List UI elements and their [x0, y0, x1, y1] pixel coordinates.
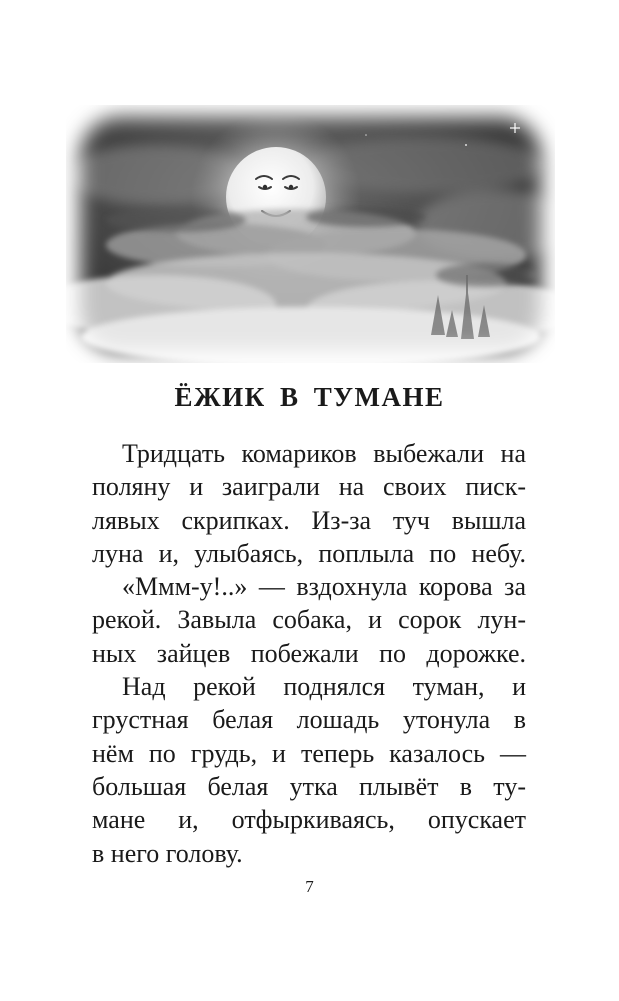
moon-in-clouds-illustration	[66, 105, 555, 363]
text-line: в него голову.	[92, 838, 243, 868]
text-line: рекой. Завыла собака, и сорок лун-	[92, 605, 526, 635]
chapter-title: ЁЖИК В ТУМАНЕ	[174, 382, 445, 412]
text-line: грустная белая лошадь утонула в	[92, 705, 526, 735]
text-line: ных зайцев побежали по дорожке.	[92, 638, 526, 668]
paragraph	[92, 437, 526, 570]
paragraph	[92, 570, 526, 670]
page-number: 7	[305, 877, 314, 896]
text-line: «Ммм-у!..» — вздохнула корова за	[122, 572, 526, 602]
text-line: лявых скрипках. Из-за туч вышла	[92, 505, 526, 535]
text-line: мане и, отфыркиваясь, опускает	[92, 805, 526, 835]
text-line: луна и, улыбаясь, поплыла по небу.	[92, 538, 526, 568]
text-line: поляну и заиграли на своих писк-	[92, 472, 526, 502]
text-line: нём по грудь, и теперь казалось —	[92, 738, 526, 768]
text-line: Тридцать комариков выбежали на	[122, 439, 526, 468]
text-line: большая белая утка плывёт в ту-	[92, 771, 526, 801]
illustration-canvas	[66, 105, 555, 363]
story-text	[92, 437, 526, 870]
text-line: Над рекой поднялся туман, и	[122, 672, 526, 702]
paragraph	[92, 670, 526, 870]
